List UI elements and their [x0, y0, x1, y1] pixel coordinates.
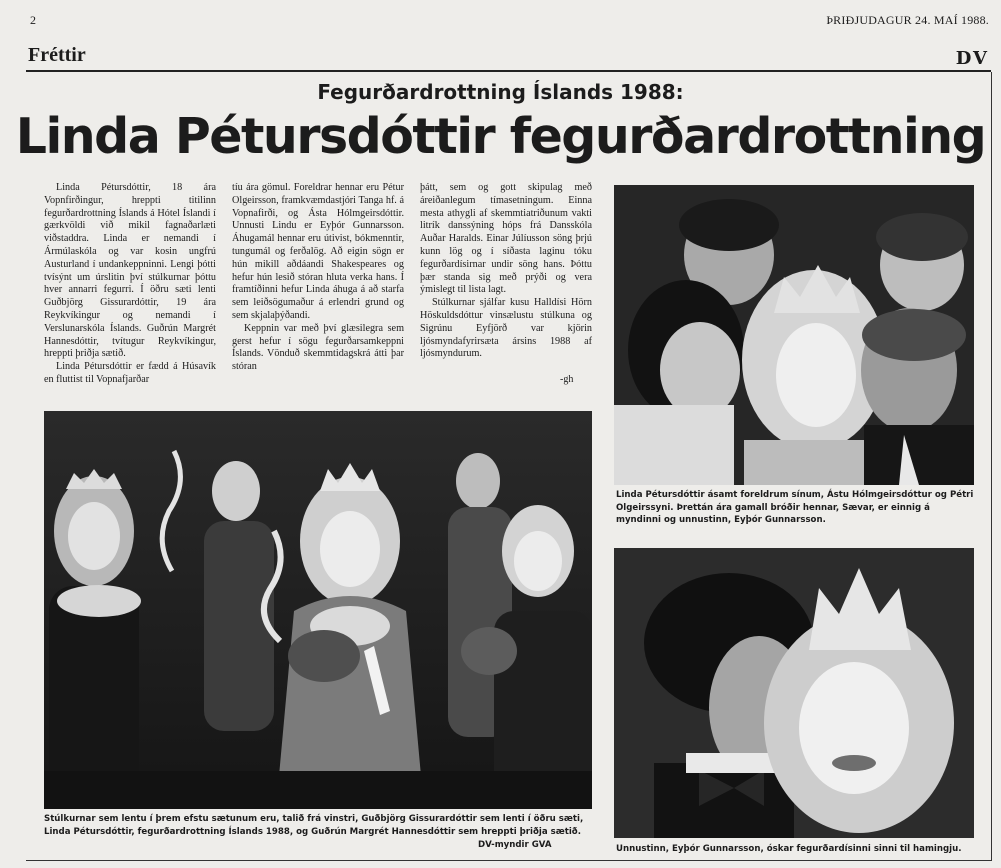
section-title: Fréttir — [28, 44, 86, 66]
photo-kiss — [614, 548, 974, 838]
newspaper-logo: DV — [955, 48, 989, 69]
article-kicker: Fegurðardrottning Íslands 1988: — [317, 80, 684, 104]
caption-winners: Stúlkurnar sem lentu í þrem efstu sætunum eru, talið frá vinstri, Guðbjörg Gissurardóttir sem lenti í öðru sæti, Linda Pétursdóttir, fegurðardrottning Íslands 1988, og Guðrún Margrét Hannesdóttir sem hreppti þriðja sætið. — [44, 814, 584, 837]
photo-family — [614, 185, 974, 485]
column-paragraph: tíu ára gömul. Foreldrar hennar eru Pétur Olgeirsson, framkvæmdastjóri Tanga hf. á Vopnafirði, og Ásta Hólmgeirsdóttir. Unnusti Lindu er Eyþór Gunnarsson. Áhugamál hennar eru útivist, bókmenntir, tungumál og ferðalög. Að eigin sögn er hún mikill aðdáandi Shakespeares og hefur hún lesið stóran hluta verka hans. Í framtíðinni hefur Linda áhuga á að starfa sem leiðsögumaður á erlendri grund og sem skjalaþýðandi. — [232, 182, 404, 321]
caption-kiss: Unnustinn, Eyþór Gunnarsson, óskar fegurðardísinni sinni til hamingju. — [616, 844, 962, 854]
article-column-3 — [420, 182, 592, 361]
column-paragraph: Linda Pétursdóttir er fædd á Húsavík en fluttist til Vopnafjarðar — [44, 361, 216, 385]
photo-winners-image — [44, 411, 592, 809]
column-paragraph: Keppnin var með því glæsilegra sem gerst hefur í sögu fegurðarsamkeppni Íslands. Vönduð skemmtidagskrá átti þar stóran — [232, 322, 404, 373]
photo-winners-stage — [44, 411, 592, 809]
column-paragraph: Stúlkurnar sjálfar kusu Halldísi Hörn Höskuldsdóttur vinsælustu stúlkuna og Sigrúnu Eyfjörð var kjörin ljósmyndafyrirsæta ársins 1988 af ljósmyndurum. — [420, 297, 592, 360]
column-paragraph: Linda Pétursdóttir, 18 ára Vopnfirðingur, hreppti titilinn fegurðardrottning Íslands á Hótel Íslandi í gærkvöldi við mikil fagnaðarlæti viðstaddra. Linda er nemandi í Ármúlaskóla og var kosin ungfrú Austurland í undankeppninni. Lengi þótti tvísýnt um úrslitin því stúlkurnar þóttu hver annarri fegurri. Í öðru sæti lenti Guðbjörg Gissurardóttir, 19 ára Reykvíkingur og nemandi í Verslunarskóla Íslands. Guðrún Margrét Hannesdóttir, tvítugur Reykvíkingur, hreppti þriðja sætið. — [44, 182, 216, 360]
column-paragraph: þátt, sem og gott skipulag með áreiðanlegum tímasetningum. Einna mesta athygli af skemmtiatriðunum vakti litrík danssýning hóps frá Dansskóla Auðar Haralds. Einar Júlíusson söng þrjú kunn lög og í síðasta laginu tóku fegurðardísirnar undir söng hans. Þóttu þær standa sig með prýði og vera ýmislegt til lista lagt. — [420, 182, 592, 296]
article-column-1 — [44, 182, 216, 387]
article-column-2 — [232, 182, 404, 374]
byline: -gh — [560, 374, 574, 385]
photo-family-image — [614, 185, 974, 485]
page-number: 2 — [30, 13, 36, 27]
article-headline: Linda Pétursdóttir fegurðardrottning — [15, 108, 986, 165]
photo-kiss-image — [614, 548, 974, 838]
dateline: ÞRIÐJUDAGUR 24. MAÍ 1988. — [826, 13, 989, 27]
photo-credit: DV-myndir GVA — [478, 840, 552, 850]
caption-family: Linda Pétursdóttir ásamt foreldrum sínum, Ástu Hólmgeirsdóttur og Pétri Olgeirssyni. Þrettán ára gamall bróðir hennar, Sævar, er einnig á myndinni og unnustinn, Eyþór Gunnarsson. — [616, 490, 974, 525]
